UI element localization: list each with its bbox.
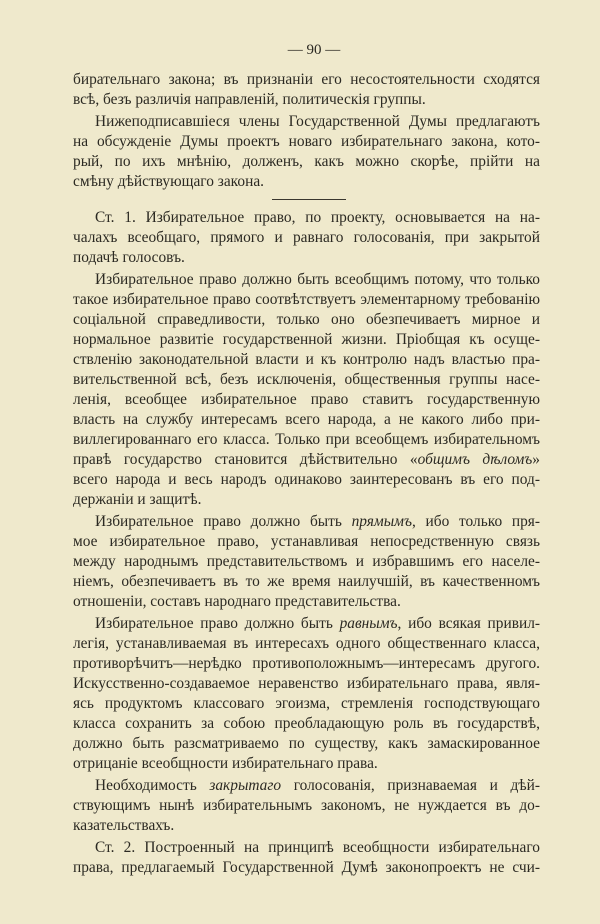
text-segment: Избирательное право должно быть	[95, 513, 352, 530]
text-segment: отношеніи, составъ народнаго представительства.	[73, 593, 401, 610]
text-segment: голосованія, признаваемая и дѣй-	[281, 777, 540, 794]
text-segment: вительственной всѣ, безъ исключенія, общественныя группы насе-	[73, 371, 540, 388]
text-block-articles	[73, 208, 540, 878]
text-line	[73, 470, 540, 490]
text-line	[73, 776, 540, 796]
text-segment: подачѣ голосовъ.	[73, 249, 185, 266]
text-segment: Избирательное право должно быть	[95, 615, 340, 632]
section-divider	[272, 199, 346, 200]
paragraph	[73, 776, 540, 836]
text-segment: Необходимость	[95, 777, 210, 794]
text-segment: правѣ государство становится дѣйствительно «	[73, 451, 418, 468]
text-segment: должно быть разсматриваемо по существу, какъ замаскированное	[73, 735, 540, 752]
paragraph	[73, 112, 540, 192]
text-segment: рый, по ихъ мнѣнію, долженъ, какъ можно скорѣе, прійти на	[73, 153, 540, 170]
text-line	[73, 330, 540, 350]
paragraph	[73, 614, 540, 774]
text-segment: ясь продуктомъ классоваго эгоизма, стремленія господствующаго	[73, 695, 540, 712]
text-segment: ніемъ, обезпечиваетъ въ то же время наилучшій, въ качественномъ	[73, 573, 540, 590]
text-line	[73, 532, 540, 552]
text-line	[73, 858, 540, 878]
text-segment: чалахъ всеобщаго, прямого и равнаго голосованія, при закрытой	[73, 229, 540, 246]
text-line	[73, 70, 540, 90]
text-block-intro	[73, 70, 540, 192]
text-line	[73, 390, 540, 410]
text-line	[73, 838, 540, 858]
text-line	[73, 270, 540, 290]
text-segment: смѣну дѣйствующаго закона.	[73, 173, 264, 190]
text-line	[73, 654, 540, 674]
paragraph	[73, 70, 540, 110]
text-segment: Искусственно-создаваемое неравенство избирательнаго права, явля-	[73, 675, 540, 692]
text-segment: , ибо всякая привил-	[397, 615, 541, 632]
text-segment: ствующимъ нынѣ избирательнымъ закономъ, не нуждается въ до-	[73, 797, 540, 814]
text-segment: держаніи и защитѣ.	[73, 491, 202, 508]
text-segment: Ст. 2. Построенный на принципѣ всеобщности избирательнаго	[95, 839, 540, 856]
emphasis-text: равнымъ	[339, 615, 398, 632]
text-line	[73, 754, 540, 774]
text-line	[73, 512, 540, 532]
emphasis-text: общимъ дѣломъ	[417, 451, 533, 468]
emphasis-text: закрытаго	[209, 777, 282, 794]
text-line	[73, 614, 540, 634]
text-segment: всѣ, безъ различія направленій, политическія группы.	[73, 91, 426, 108]
paragraph	[73, 208, 540, 268]
text-line	[73, 816, 540, 836]
text-line	[73, 490, 540, 510]
text-segment: »	[532, 451, 540, 468]
text-line	[73, 172, 540, 192]
text-line	[73, 152, 540, 172]
text-segment: Нижеподписавшіеся члены Государственной Думы предлагаютъ	[95, 113, 540, 130]
text-line	[73, 592, 540, 612]
text-segment: такое избирательное право соотвѣтствуетъ элементарному требованію	[73, 291, 540, 308]
text-line	[73, 112, 540, 132]
text-segment: Ст. 1. Избирательное право, по проекту, основывается на на-	[95, 209, 540, 226]
text-segment: виллегированнаго его класса. Только при всеобщемъ избирательномъ	[73, 431, 540, 448]
text-line	[73, 90, 540, 110]
text-segment: нормальное развитіе государственной жизни. Пріобщая къ осуще-	[73, 331, 540, 348]
text-segment: мое избирательное право, устанавливая непосредственную связь	[73, 533, 540, 550]
text-line	[73, 410, 540, 430]
text-line	[73, 430, 540, 450]
text-line	[73, 674, 540, 694]
text-segment: Избирательное право должно быть всеобщимъ потому, что только	[95, 271, 540, 288]
text-line	[73, 734, 540, 754]
emphasis-text: прямымъ	[351, 513, 412, 530]
text-line	[73, 572, 540, 592]
paragraph	[73, 270, 540, 510]
text-line	[73, 694, 540, 714]
text-segment: бирательнаго закона; въ признаніи его несостоятельности сходятся	[73, 71, 540, 88]
text-line	[73, 228, 540, 248]
paragraph	[73, 512, 540, 612]
text-segment: права, предлагаемый Государственной Думѣ законопроектъ не счи-	[73, 859, 540, 876]
text-segment: легія, устанавливаемая въ интересахъ одного общественнаго класса,	[73, 635, 540, 652]
text-segment: ствленію законодательной власти и къ контролю надъ властью пра-	[73, 351, 540, 368]
text-line	[73, 290, 540, 310]
paragraph	[73, 838, 540, 878]
text-line	[73, 350, 540, 370]
text-segment: на обсужденіе Думы проектъ новаго избирательнаго закона, кото-	[73, 133, 540, 150]
text-segment: власть на службу интересамъ всего народа, а не какого либо при-	[73, 411, 540, 428]
text-segment: всего народа и весь народъ одинаково заинтересованъ въ его под-	[73, 471, 540, 488]
text-line	[73, 132, 540, 152]
text-line	[73, 634, 540, 654]
text-segment: казательствахъ.	[73, 817, 175, 834]
text-segment: ленія, всеобщее избирательное право ставитъ государственную	[73, 391, 540, 408]
text-line	[73, 248, 540, 268]
text-line	[73, 714, 540, 734]
text-segment: противорѣчитъ—нерѣдко противоположнымъ—интересамъ другого.	[73, 655, 540, 672]
page-number: — 90 —	[287, 42, 341, 58]
text-line	[73, 310, 540, 330]
text-line	[73, 370, 540, 390]
text-segment: класса сохранить за собою преобладающую роль въ государствѣ,	[73, 715, 540, 732]
text-line	[73, 796, 540, 816]
text-segment: отрицаніе всеобщности избирательнаго права.	[73, 755, 378, 772]
text-line	[73, 552, 540, 572]
text-segment: между народнымъ представительствомъ и избравшимъ его населе-	[73, 553, 540, 570]
text-segment: соціальной справедливости, только оно обезпечиваетъ мирное и	[73, 311, 540, 328]
text-line	[73, 208, 540, 228]
text-line	[73, 450, 540, 470]
text-segment: , ибо только пря-	[411, 513, 540, 530]
